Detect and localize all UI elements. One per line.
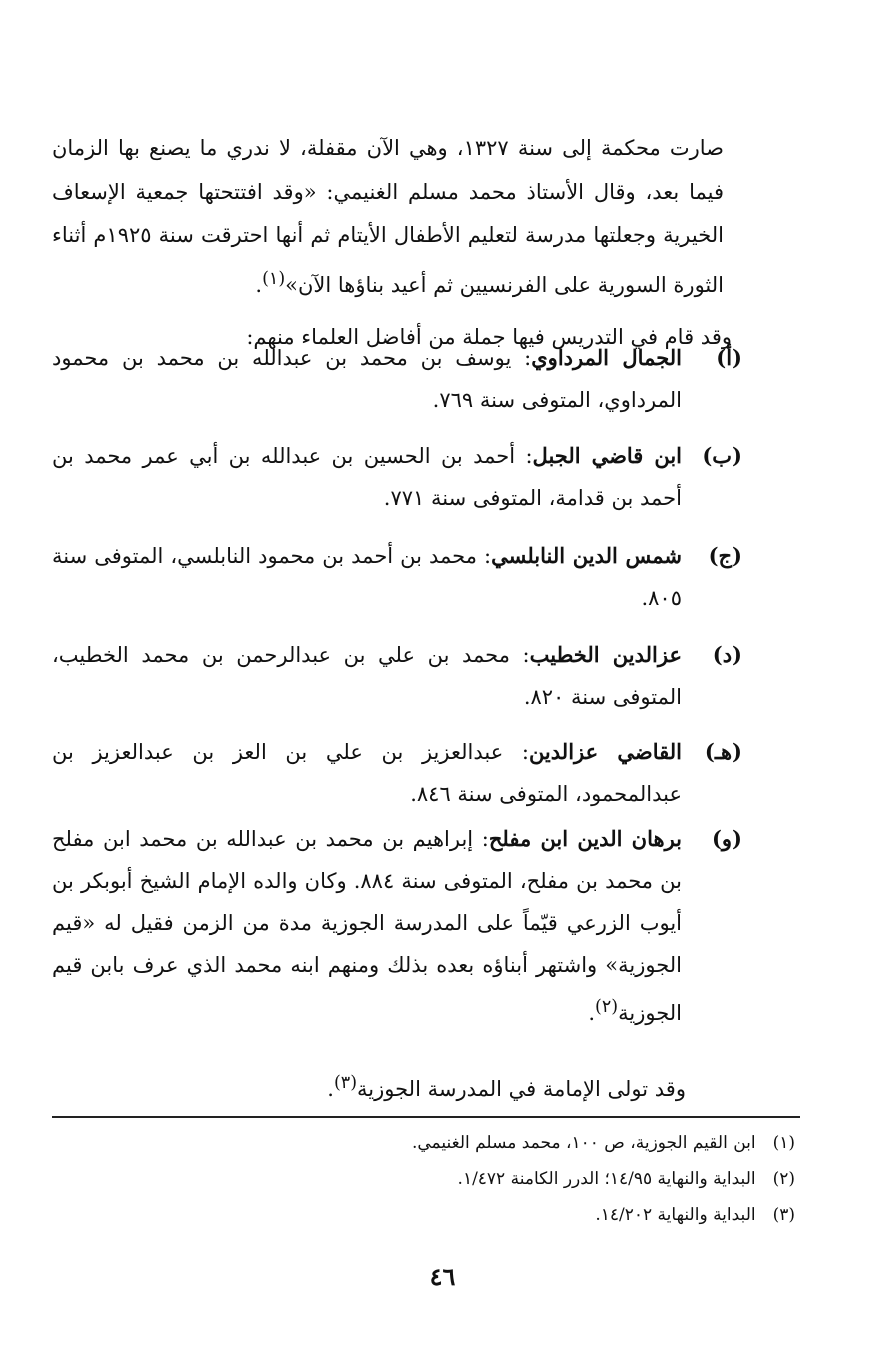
teacher-name: برهان الدين ابن مفلح <box>488 826 683 851</box>
intro-paragraph: صارت محكمة إلى سنة ١٣٢٧، وهي الآن مقفلة، لا ندري ما يصنع بها الزمان فيما بعد، وقال الأستاذ محمد مسلم الغنيمي: «وقد افتتحتها جمعية الإسعاف الخيرية وجعلتها مدرسة لتعليم الأطفال الأيتام ثم أنها احترقت سنة ١٩٢٥م أثناء الثورة السورية على الفرنسيين ثم أعيد بناؤها الآن»$^{(١)}$. <box>52 136 724 297</box>
teacher-item-e: (هـ) القاضي عزالدين: عبدالعزيز بن علي بن العز بن عبدالعزيز بن عبدالمحمود، المتوفى سنة ٨٤٦. <box>52 739 742 806</box>
teacher-item-f: (و) برهان الدين ابن مفلح: إبراهيم بن محمد بن عبدالله بن محمد ابن مفلح بن محمد بن مفلح، المتوفى سنة ٨٨٤. وكان والده الإمام الشيخ أبوبكر بن أيوب الزرعي قيّماً على المدرسة الجوزية مدة من الزمن فقيل له «قيم الجوزية» واشتهر أبناؤه بعده بذلك ومنهم ابنه محمد الذي عرف بابن قيم الجوزية$^{(٢)}$. <box>52 826 742 1025</box>
closing-paragraph: وقد تولى الإمامة في المدرسة الجوزية$^{(٣)}$. <box>327 1073 686 1101</box>
teacher-item-a: (أ) الجمال المرداوي: يوسف بن محمد بن عبدالله بن محمد بن محمود المرداوي، المتوفى سنة ٧٦٩. <box>52 345 742 412</box>
footnote-2: (٢) البداية والنهاية ١٤/٩٥؛ الدرر الكامنة ١/٤٧٢. <box>457 1169 795 1189</box>
footnote-1: (١) ابن القيم الجوزية، ص ١٠٠، محمد مسلم الغنيمي. <box>411 1133 795 1153</box>
teacher-name: عزالدين الخطيب <box>529 642 682 667</box>
teachers-lead: وقد قام في التدريس فيها جملة من أفاضل العلماء منهم: <box>246 325 732 349</box>
teacher-item-b: (ب) ابن قاضي الجبل: أحمد بن الحسين بن عبدالله بن أبي عمر محمد بن أحمد بن قدامة، المتوفى سنة ٧٧١. <box>52 443 742 510</box>
footnote-ref-3: (٣) <box>333 1073 358 1093</box>
teacher-name: القاضي عزالدين <box>528 739 682 764</box>
footnote-divider <box>52 1116 800 1118</box>
teacher-item-c: (ج) شمس الدين النابلسي: محمد بن أحمد بن محمود النابلسي، المتوفى سنة ٨٠٥. <box>52 543 742 610</box>
footnote-ref-2: (٢) <box>595 997 619 1017</box>
teacher-name: شمس الدين النابلسي <box>491 543 682 568</box>
footnote-ref-1: (١) <box>262 268 286 289</box>
teacher-item-d: (د) عزالدين الخطيب: محمد بن علي بن عبدالرحمن بن محمد الخطيب، المتوفى سنة ٨٢٠. <box>52 642 742 709</box>
teacher-name: ابن قاضي الجبل <box>532 443 682 468</box>
page-number: ٤٦ <box>429 1262 456 1291</box>
teacher-name: الجمال المرداوي <box>531 345 683 370</box>
footnote-3: (٣) البداية والنهاية ١٤/٢٠٢. <box>595 1205 795 1225</box>
